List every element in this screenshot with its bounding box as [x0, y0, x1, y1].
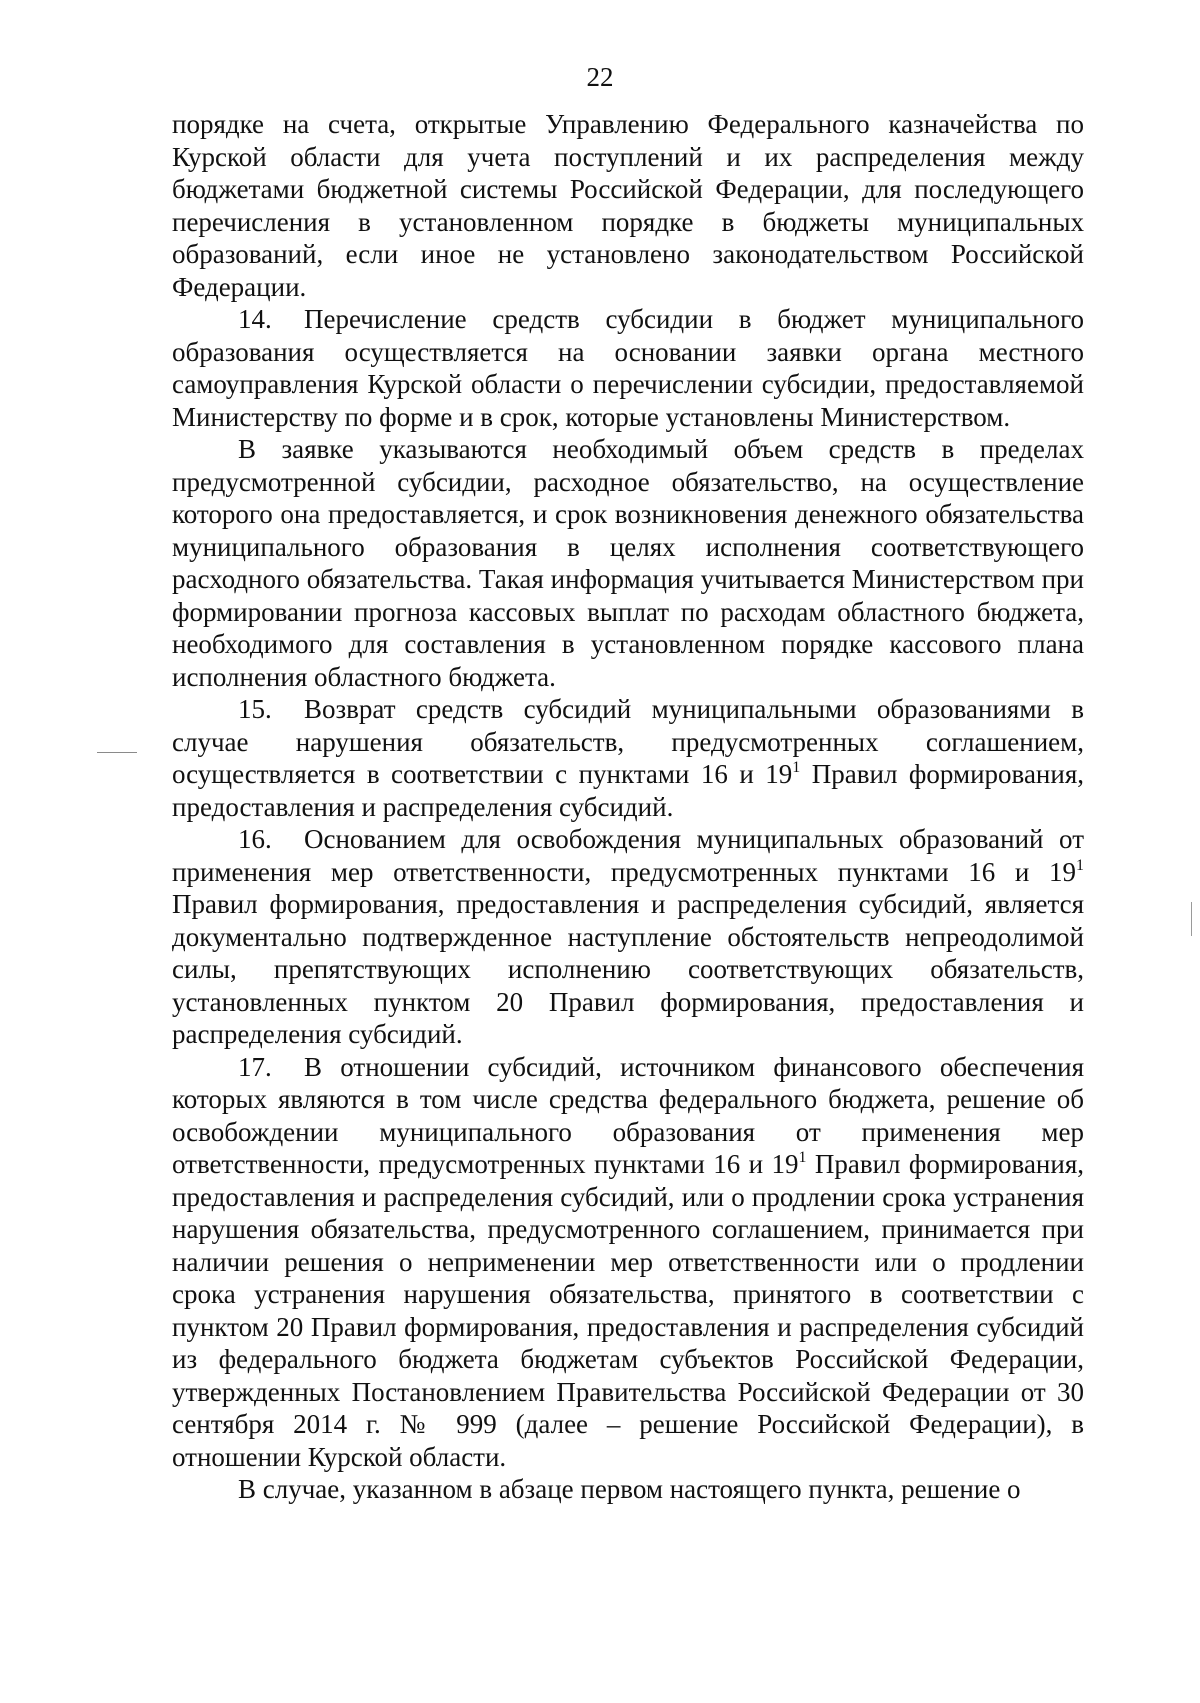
paragraph-text: В отношении субсидий, источником финансового обеспечения которых являются в том числе средства федерального бюджета, решение об освобождении муниципального образования от применения мер ответственности, предусмотренных пунктами 16 и 19 [172, 1051, 1084, 1179]
paragraph-13-continuation: порядке на счета, открытые Управлению Федерального казначейства по Курской области для учета поступлений и их распределения между бюджетами бюджетной системы Российской Федерации, для последующего перечисления в установленном порядке в бюджеты муниципальных образований, если иное не установлено законодательством Российской Федерации. [172, 109, 1084, 302]
paragraph-number: 16. [238, 824, 272, 854]
paragraph-text: Возврат средств субсидий муниципальными образованиями в случае нарушения обязательств, предусмотренных соглашением, осуществляется в соответствии с пунктами 16 и 19 [172, 694, 1084, 789]
margin-line [97, 752, 137, 753]
paragraph-17 [172, 1051, 1084, 1474]
superscript: 1 [1076, 856, 1084, 874]
paragraph-14-second: В заявке указываются необходимый объем средств в пределах предусмотренной субсидии, расходное обязательство, на осуществление которого она предоставляется, и срок возникновения денежного обязательства муниципального образования в целях исполнения соответствующего расходного обязательства. Такая информация учитывается Министерством при формировании прогноза кассовых выплат по расходам областного бюджета, необходимого для составления в установленном порядке кассового плана исполнения областного бюджета. [172, 434, 1084, 692]
superscript: 1 [798, 1149, 807, 1166]
paragraph-14 [172, 303, 1084, 433]
paragraph-number: 17. [238, 1051, 272, 1082]
paragraph-text: Правил формирования, предоставления и распределения субсидий, является документально подтвержденное наступление обстоятельств непреодолимой силы, препятствующих исполнению соответствующих обязательств, установленных пунктом 20 Правил формирования, предоставления и распределения субсидий. [172, 889, 1084, 1049]
paragraph-number: 15. [238, 694, 272, 724]
paragraph-number: 14. [238, 304, 272, 334]
paragraph-17-second: В случае, указанном в абзаце первом настоящего пункта, решение о [238, 1474, 1021, 1504]
paragraph-16 [172, 823, 1084, 1051]
paragraph-text: Перечисление средств субсидии в бюджет муниципального образования осуществляется на основании заявки органа местного самоуправления Курской области о перечислении субсидии, предоставляемой Министерству по форме и в срок, которые установлены Министерством. [172, 304, 1084, 432]
document-body [172, 108, 1084, 1506]
paragraph-text: Правил формирования, предоставления и распределения субсидий. [172, 759, 1084, 822]
paragraph-15 [172, 693, 1084, 823]
paragraph-text: Основанием для освобождения муниципальных образований от применения мер ответственности, предусмотренных пунктами 16 и 19 [172, 824, 1084, 887]
page-number: 22 [586, 62, 614, 92]
edge-mark [1191, 902, 1192, 936]
paragraph-text: Правил формирования, предоставления и распределения субсидий, или о продлении срока устранения нарушения обязательства, предусмотренного соглашением, принимается при наличии решения о неприменении мер ответственности или о продлении срока устранения нарушения обязательства, принятого в соответствии с пунктом 20 Правил формирования, предоставления и распределения субсидий из федерального бюджета бюджетам субъектов Российской Федерации, утвержденных Постановлением Правительства Российской Федерации от 30 сентября 2014 г. № 999 (далее – решение Российской Федерации), в отношении Курской области. [172, 1149, 1084, 1472]
superscript: 1 [792, 759, 801, 776]
